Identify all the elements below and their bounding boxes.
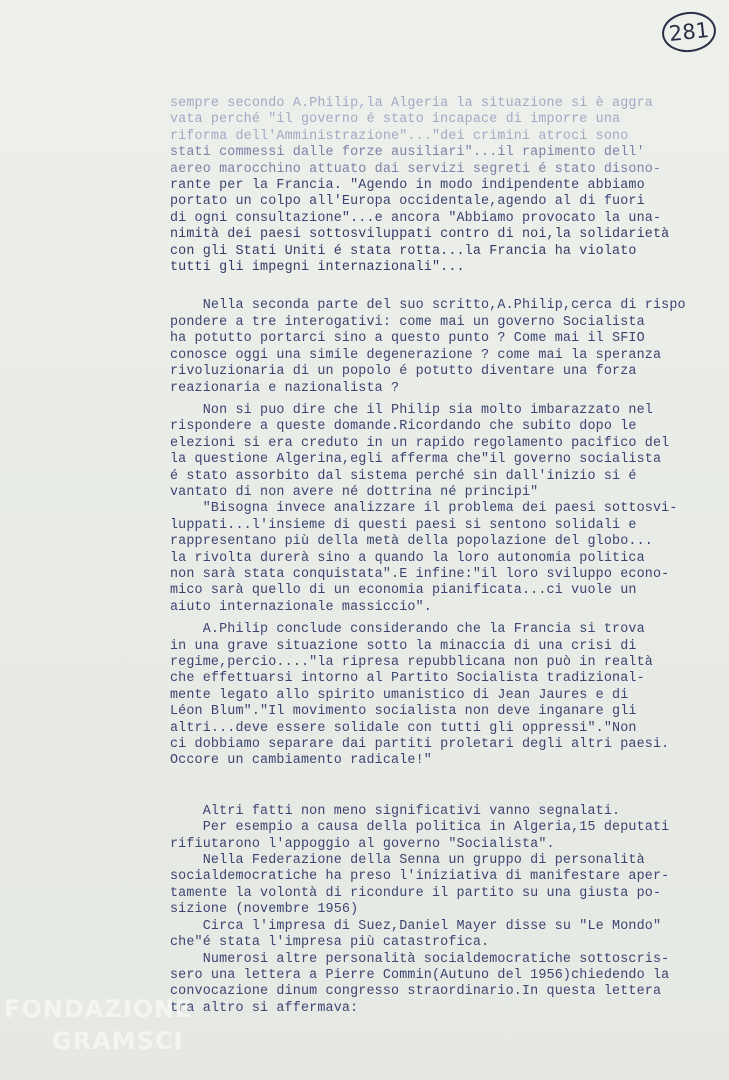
text-line: tutti gli impegni internazionali"... — [170, 260, 465, 276]
text-line: rivoluzionaria di un popolo é potutto diventare una forza — [170, 364, 637, 380]
text-line: in una grave situazione sotto la minaccia di una crisi di — [170, 638, 637, 654]
text-line: non sarà stata conquistata".E infine:"il loro sviluppo econo- — [170, 566, 670, 582]
text-line: Nella Federazione della Senna un gruppo di personalità — [170, 853, 645, 869]
text-line: Altri fatti non meno significativi vanno segnalati. — [170, 803, 621, 819]
text-line: mico sarà quello di un economia pianificata...ci vuole un — [170, 583, 637, 599]
text-line: nimità dei paesi sottosviluppati contro di noi,la solidarietà — [170, 227, 670, 243]
text-line: tamente la volontà di ricondure il partito su una giusta po- — [170, 885, 662, 901]
text-line: Occore un cambiamento radicale!" — [170, 753, 432, 769]
paragraph-philip-algeria — [170, 96, 729, 276]
text-line: vantato di non avere né dottrina né principi" — [170, 484, 539, 500]
text-line: conosce oggi una simile degenerazione ? come mai la speranza — [170, 347, 662, 363]
watermark-line: FONDAZIONE — [4, 995, 193, 1023]
text-line: che"é stata l'impresa più catastrofica. — [170, 935, 490, 951]
text-line: Léon Blum"."Il movimento socialista non deve inganare gli — [170, 704, 637, 720]
text-line: socialdemocratiche ha preso l'iniziativa di manifestare aper- — [170, 869, 670, 885]
text-line: reazionaria e nazionalista ? — [170, 380, 400, 396]
text-line: rante per la Francia. "Agendo in modo indipendente abbiamo — [170, 178, 645, 194]
text-line: Circa l'impresa di Suez,Daniel Mayer disse su "Le Mondo" — [170, 918, 662, 934]
text-line: rifiutarono l'appoggio al governo "Socialista". — [170, 836, 555, 852]
text-line: vata perché "il governo é stato incapace di imporre una — [170, 112, 621, 128]
text-line: ha potutto portarci sino a questo punto ? Come mai il SFIO — [170, 331, 645, 347]
text-line: sempre secondo A.Philip,la Algeria la situazione si è aggra — [170, 96, 653, 111]
text-line: ci dobbiamo separare dai partiti proletari degli altri paesi. — [170, 737, 670, 753]
text-line: portato un colpo all'Europa occidentale,agendo al di fuori — [170, 194, 645, 210]
text-line: tra altro si affermava: — [170, 1000, 359, 1016]
text-line: che effettuarsi intorno al Partito Socialista tradizional- — [170, 671, 645, 687]
text-line: altri...deve essere solidale con tutti gli oppressi"."Non — [170, 720, 637, 736]
text-line: con gli Stati Uniti é stata rotta...la Francia ha violato — [170, 243, 637, 259]
text-line: Non si puo dire che il Philip sia molto imbarazzato nel — [170, 402, 653, 418]
paragraph-philip-conclusion — [170, 622, 729, 770]
text-line: "Bisogna invece analizzare il problema dei paesi sottosvi- — [170, 501, 678, 517]
text-line: la questione Algerina,egli afferma che"il governo socialista — [170, 452, 662, 468]
text-line: elezioni si era creduto in un rapido regolamento pacifico del — [170, 435, 670, 451]
text-line: convocazione dinum congresso straordinario.In questa lettera — [170, 984, 662, 1000]
text-line: sizione (novembre 1956) — [170, 902, 359, 918]
typed-text-body — [170, 96, 729, 1017]
text-line: la rivolta durerà sino a quando la loro autonomia politica — [170, 550, 645, 566]
page-number-stamp: 281 — [660, 9, 718, 54]
text-line: regime,percio...."la ripresa repubblicana non può in realtà — [170, 655, 653, 670]
text-line: di ogni consultazione"...e ancora "Abbiamo provocato la una- — [170, 210, 662, 226]
text-line: mente legato allo spirito umanistico di Jean Jaures e di — [170, 687, 629, 703]
paragraph-three-questions — [170, 298, 729, 396]
text-line: riforma dell'Amministrazione"..."dei crimini atroci sono — [170, 128, 629, 144]
text-line: stati commessi dalle forze ausiliari"...il rapimento dell' — [170, 145, 645, 161]
text-line: rispondere a queste domande.Ricordando che subito dopo le — [170, 419, 637, 435]
text-line: rappresentano più della metà della popolazione del globo... — [170, 534, 653, 550]
text-line: Numerosi altre personalità socialdemocratiche sottoscris- — [170, 951, 670, 967]
archive-watermark — [4, 995, 193, 1055]
paragraph-other-facts — [170, 804, 729, 1017]
text-line: aiuto internazionale massiccio". — [170, 599, 432, 615]
text-line: pondere a tre interogativi: come mai un governo Socialista — [170, 314, 645, 330]
text-line: luppati...l'insieme di questi paesi si sentono solidali e — [170, 517, 637, 533]
paragraph-philip-answers — [170, 403, 729, 616]
watermark-line: GRAMSCI — [52, 1027, 184, 1055]
text-line: Per esempio a causa della politica in Algeria,15 deputati — [170, 820, 670, 836]
text-line: aereo marocchino attuato dai servizi segreti é stato disono- — [170, 161, 662, 177]
text-line: é stato assorbito dal sistema perché sin dall'inizio si é — [170, 468, 637, 484]
text-line: sero una lettera a Pierre Commin(Autuno del 1956)chiedendo la — [170, 967, 670, 983]
text-line: Nella seconda parte del suo scritto,A.Philip,cerca di rispo — [170, 298, 686, 314]
text-line: A.Philip conclude considerando che la Francia si trova — [170, 622, 645, 638]
